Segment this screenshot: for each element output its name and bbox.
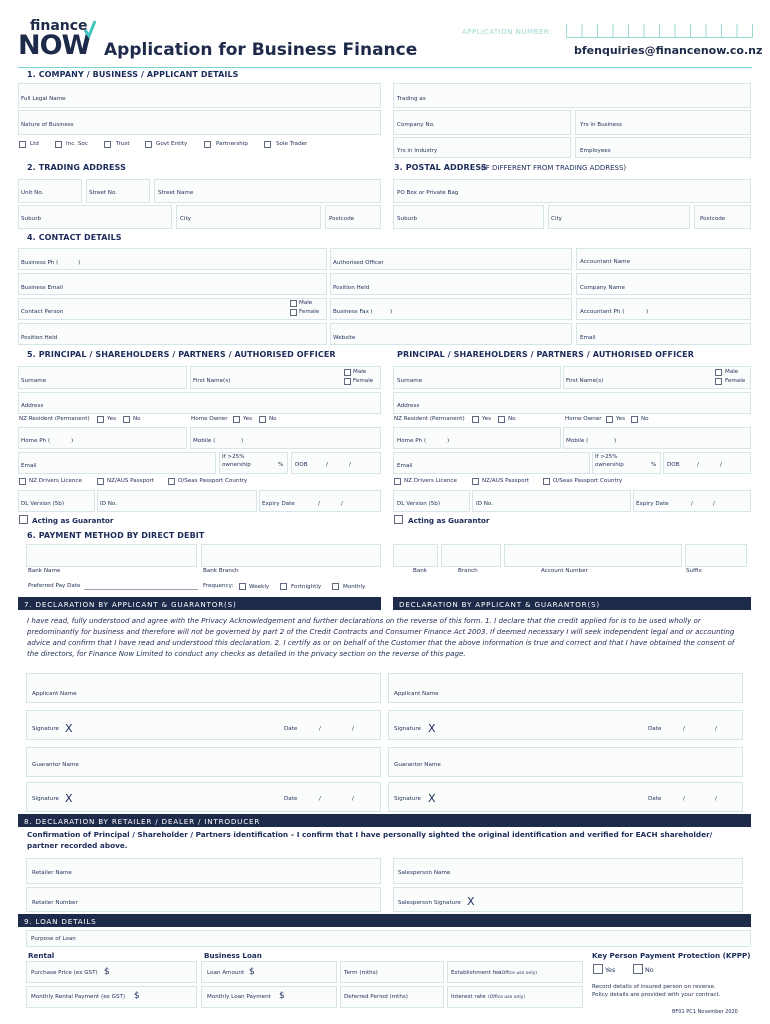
- nz-dl-label: NZ Drivers Licence: [29, 478, 82, 484]
- section-2-title: 2. TRADING ADDRESS: [27, 163, 126, 172]
- nz-resident-label: NZ Resident (Permanent): [19, 416, 90, 422]
- mobile-2-label: Mobile (: [566, 438, 589, 444]
- sole-trader-label: Sole Trader: [276, 141, 308, 147]
- guarantor-signature-x-icon: X: [65, 792, 73, 805]
- applicant-name-2-label: Applicant Name: [394, 691, 439, 697]
- email-label: Email: [21, 463, 37, 469]
- frequency-label: Frequency:: [203, 583, 234, 589]
- business-fax-label: Business Fax (: [333, 309, 373, 315]
- salesperson-name-label: Salesperson Name: [398, 870, 451, 876]
- weekly-label: Weekly: [249, 584, 270, 590]
- home-owner-2-yes-label: Yes: [616, 416, 626, 422]
- inc-soc-label: Inc. Soc: [66, 141, 88, 147]
- application-number-label: APPLICATION NUMBER:: [462, 28, 552, 36]
- retailer-name-field[interactable]: [26, 858, 381, 884]
- guarantor-name-label: Guarantor Name: [32, 762, 79, 768]
- principal-2-female-checkbox[interactable]: [715, 378, 722, 385]
- applicant-name-label: Applicant Name: [32, 691, 77, 697]
- kppp-record-note: Record details of insured person on reverse.: [592, 984, 716, 990]
- branch-code-field[interactable]: [441, 544, 501, 567]
- dl-version-label: DL Version (5b): [21, 501, 65, 507]
- declaration-text: I have read, fully understood and agree with the Privacy Acknowledgement and further declarations on the reverse of this form. 1. I declare that the credit applied for is to be used wholly or predominantly for business and therefore will not be governed by part 2 of the Credit Contracts and Consumer Finance Act 2003. If deemed necessary I will seek independent legal and or accounting advice and confirm that I have read and understood this declaration. 2. I certify as or on behalf of the Customer that the above information is true and correct and that I have obtained the consent of the directors, for Finance Now Limited to conduct any checks as detailed in the privacy section on the reverse of this page.: [27, 616, 735, 658]
- applicant-signature-field[interactable]: [26, 710, 381, 740]
- account-number-field[interactable]: [504, 544, 682, 567]
- guarantor-date-2-slash-2: /: [715, 796, 717, 802]
- contact-person-field[interactable]: [18, 298, 327, 320]
- business-email-field[interactable]: [18, 273, 327, 295]
- sole-trader-checkbox[interactable]: [264, 141, 271, 148]
- contact-male-checkbox[interactable]: [290, 300, 297, 307]
- city-label: City: [180, 216, 191, 222]
- expiry-date-2-label: Expiry Date: [636, 501, 669, 507]
- govt-entity-label: Govt Entity: [156, 141, 188, 147]
- trust-checkbox[interactable]: [104, 141, 111, 148]
- monthly-loan-dollar: $: [279, 991, 285, 1001]
- logo: [18, 16, 100, 60]
- postcode-label: Postcode: [329, 216, 355, 222]
- authorised-officer-field[interactable]: [330, 248, 572, 270]
- home-owner-yes-label: Yes: [243, 416, 253, 422]
- contact-female-label: Female: [299, 309, 320, 315]
- nz-resident-no-label: No: [133, 416, 141, 422]
- guarantor-2-label: Acting as Guarantor: [408, 516, 490, 525]
- guarantor-checkbox[interactable]: [19, 515, 28, 524]
- home-owner-2-no-checkbox[interactable]: [631, 416, 638, 423]
- application-number-field[interactable]: [566, 24, 753, 38]
- partnership-label: Partnership: [216, 141, 248, 147]
- postal-city-field[interactable]: [548, 205, 690, 229]
- purchase-price-label: Purchase Price (ex GST): [31, 970, 98, 976]
- business-ph-label: Business Ph (: [21, 260, 59, 266]
- guarantor-signature-2-label: Signature: [394, 796, 421, 802]
- dob-2-label: DOB: [667, 462, 680, 468]
- contact-person-label: Contact Person: [21, 309, 64, 315]
- establishment-fee-label: Establishment fee: [451, 970, 502, 976]
- ownership-if-label: If >25%: [222, 454, 245, 460]
- bank-code-field[interactable]: [393, 544, 438, 567]
- mobile-label: Mobile (: [193, 438, 216, 444]
- business-ph-paren: ): [78, 260, 81, 266]
- preferred-pay-date-field[interactable]: [84, 589, 198, 590]
- position-held-label: Position Held: [333, 285, 370, 291]
- full-legal-name-field[interactable]: [18, 83, 381, 108]
- mobile-paren: ): [241, 438, 244, 444]
- nz-resident-2-yes-checkbox[interactable]: [472, 416, 479, 423]
- home-ph-2-label: Home Ph (: [397, 438, 427, 444]
- contact-male-label: Male: [299, 300, 313, 306]
- section-divider: [18, 67, 752, 68]
- trading-as-field[interactable]: [393, 83, 751, 108]
- website-field[interactable]: [330, 323, 572, 345]
- nz-aus-passport-2-checkbox[interactable]: [472, 478, 479, 485]
- business-fax-paren: ): [390, 309, 393, 315]
- guarantor-date-label: Date: [284, 796, 298, 802]
- logo-bottom-text: NOW: [18, 30, 91, 61]
- business-email-label: Business Email: [21, 285, 63, 291]
- bank-branch-field[interactable]: [201, 544, 381, 567]
- ownership-2-if-label: If >25%: [595, 454, 618, 460]
- guarantor-name-2-label: Guarantor Name: [394, 762, 441, 768]
- expiry-date-label: Expiry Date: [262, 501, 295, 507]
- id-no-2-label: ID No.: [476, 501, 494, 507]
- accountant-name-label: Accountant Name: [580, 259, 631, 265]
- nz-resident-2-yes-label: Yes: [482, 416, 492, 422]
- nz-dl-2-checkbox[interactable]: [394, 478, 401, 485]
- street-name-label: Street Name: [158, 190, 194, 196]
- guarantor-label: Acting as Guarantor: [32, 516, 114, 525]
- kppp-policy-note: Policy details are provided with your contract.: [592, 992, 721, 998]
- nz-resident-2-no-label: No: [508, 416, 516, 422]
- guarantor-date-2-slash-1: /: [683, 796, 685, 802]
- inc-soc-checkbox[interactable]: [55, 141, 62, 148]
- oseas-passport-checkbox[interactable]: [168, 478, 175, 485]
- surname-label: Surname: [21, 378, 47, 384]
- dob-2-slash-2: /: [720, 462, 722, 468]
- section-6-title: 6. PAYMENT METHOD BY DIRECT DEBIT: [27, 531, 205, 540]
- business-loan-heading: Business Loan: [204, 951, 262, 960]
- monthly-checkbox[interactable]: [332, 583, 339, 590]
- establishment-fee-office-note: (Office use only): [500, 971, 537, 976]
- fortnightly-checkbox[interactable]: [280, 583, 287, 590]
- ltd-label: Ltd: [30, 141, 39, 147]
- po-box-label: PO Box or Private Bag: [397, 190, 459, 196]
- expiry-slash-1: /: [318, 501, 320, 507]
- street-no-label: Street No.: [89, 190, 118, 196]
- guarantor-signature-field[interactable]: [26, 782, 381, 812]
- principal-2-male-checkbox[interactable]: [715, 369, 722, 376]
- home-owner-label: Home Owner: [191, 416, 228, 422]
- retailer-confirmation-text: Confirmation of Principal / Shareholder / Partners identification – I confirm that I have personally sighted the original identification and verified for EACH shareholder/ partner recorded above.: [27, 830, 713, 850]
- monthly-rental-dollar: $: [134, 991, 140, 1001]
- dob-label: DOB: [295, 462, 308, 468]
- kppp-yes-checkbox[interactable]: [593, 964, 603, 974]
- trust-label: Trust: [116, 141, 130, 147]
- applicant-signature-2-label: Signature: [394, 726, 421, 732]
- principal-female-label: Female: [353, 378, 374, 384]
- principal-male-label: Male: [353, 369, 367, 375]
- nz-resident-yes-label: Yes: [107, 416, 117, 422]
- monthly-loan-label: Monthly Loan Payment: [207, 994, 271, 1000]
- email-field[interactable]: [18, 452, 216, 474]
- applicant-date-slash-1: /: [319, 726, 321, 732]
- section-3-note: (IF DIFFERENT FROM TRADING ADDRESS): [481, 164, 627, 172]
- kppp-heading: Key Person Payment Protection (KPPP): [592, 951, 751, 960]
- postal-postcode-label: Postcode: [700, 216, 726, 222]
- expiry-2-slash-2: /: [713, 501, 715, 507]
- postal-city-label: City: [551, 216, 562, 222]
- nz-aus-passport-2-label: NZ/AUS Passport: [482, 478, 529, 484]
- mobile-2-paren: ): [614, 438, 617, 444]
- bank-code-label: Bank: [413, 568, 428, 574]
- company-no-label: Company No.: [397, 122, 435, 128]
- business-ph-field[interactable]: [18, 248, 327, 270]
- authorised-officer-label: Authorised Officer: [333, 260, 384, 266]
- term-label: Term (mths): [344, 970, 378, 976]
- home-owner-yes-checkbox[interactable]: [233, 416, 240, 423]
- dl-version-2-label: DL Version (5b): [397, 501, 441, 507]
- id-no-2-field[interactable]: [472, 490, 631, 512]
- guarantor-name-field[interactable]: [26, 747, 381, 777]
- id-no-field[interactable]: [97, 490, 257, 512]
- unit-no-label: Unit No.: [21, 190, 44, 196]
- trading-as-label: Trading as: [397, 96, 426, 102]
- nature-of-business-label: Nature of Business: [21, 122, 74, 128]
- guarantor-signature-2-x-icon: X: [428, 792, 436, 805]
- section-3-title: 3. POSTAL ADDRESS: [394, 163, 487, 172]
- employees-label: Employees: [580, 148, 611, 154]
- contact-email-field[interactable]: [576, 323, 751, 345]
- section-7-title: 7. DECLARATION BY APPLICANT & GUARANTOR(S): [18, 597, 381, 610]
- nz-dl-2-label: NZ Drivers Licence: [404, 478, 457, 484]
- monthly-rental-label: Monthly Rental Payment (ex GST): [31, 994, 126, 1000]
- guarantor-date-2-label: Date: [648, 796, 662, 802]
- rental-heading: Rental: [28, 951, 55, 960]
- fortnightly-label: Fortnightly: [291, 584, 322, 590]
- oseas-passport-label: O/Seas Passport Country: [178, 478, 248, 484]
- suburb-field[interactable]: [18, 205, 172, 229]
- home-owner-no-checkbox[interactable]: [259, 416, 266, 423]
- yrs-in-industry-label: Yrs in Industry: [397, 148, 438, 154]
- ownership-label: ownership: [222, 462, 251, 468]
- ownership-2-pct: %: [651, 462, 657, 468]
- contact-email-label: Email: [580, 335, 596, 341]
- nz-dl-checkbox[interactable]: [19, 478, 26, 485]
- suburb-label: Suburb: [21, 216, 42, 222]
- applicant-date-label: Date: [284, 726, 298, 732]
- purpose-of-loan-label: Purpose of Loan: [31, 936, 76, 942]
- applicant-signature-2-x-icon: X: [428, 722, 436, 735]
- account-number-label: Account Number: [541, 568, 588, 574]
- contact-female-checkbox[interactable]: [290, 309, 297, 316]
- applicant-name-field[interactable]: [26, 673, 381, 703]
- home-ph-label: Home Ph (: [21, 438, 51, 444]
- retailer-name-label: Retailer Name: [32, 870, 72, 876]
- logo-check-icon: [84, 20, 96, 38]
- section-5-title-right: PRINCIPAL / SHAREHOLDERS / PARTNERS / AUTHORISED OFFICER: [397, 350, 694, 359]
- nz-resident-2-no-checkbox[interactable]: [498, 416, 505, 423]
- salesperson-signature-x-icon: X: [467, 895, 475, 908]
- email-2-field[interactable]: [393, 452, 590, 474]
- full-legal-name-label: Full Legal Name: [21, 96, 66, 102]
- applicant-date-slash-2: /: [352, 726, 354, 732]
- address-2-field[interactable]: [393, 392, 751, 414]
- form-code-footer: BF01 PC1 November 2020: [672, 1009, 738, 1015]
- nz-resident-no-checkbox[interactable]: [123, 416, 130, 423]
- principal-2-female-label: Female: [725, 378, 746, 384]
- partnership-checkbox[interactable]: [204, 141, 211, 148]
- govt-entity-checkbox[interactable]: [145, 141, 152, 148]
- deferred-period-label: Deferred Period (mths): [344, 994, 408, 1000]
- address-label: Address: [21, 403, 44, 409]
- suffix-field[interactable]: [685, 544, 747, 567]
- dob-slash-2: /: [349, 462, 351, 468]
- retailer-number-field[interactable]: [26, 887, 381, 912]
- home-ph-2-paren: ): [447, 438, 450, 444]
- postal-suburb-label: Suburb: [397, 216, 418, 222]
- loan-amount-label: Loan Amount: [207, 970, 245, 976]
- bank-name-field[interactable]: [26, 544, 197, 567]
- website-label: Website: [333, 335, 356, 341]
- contact-email: bfenquiries@financenow.co.nz: [574, 44, 763, 57]
- position-held-2-field[interactable]: [18, 323, 327, 345]
- home-ph-paren: ): [71, 438, 74, 444]
- company-name-field[interactable]: [576, 273, 751, 295]
- accountant-ph-label: Accountant Ph (: [580, 309, 625, 315]
- dob-slash-1: /: [326, 462, 328, 468]
- yrs-in-business-label: Yrs in Business: [580, 122, 622, 128]
- principal-female-checkbox[interactable]: [344, 378, 351, 385]
- home-owner-2-label: Home Owner: [565, 416, 602, 422]
- purpose-of-loan-field[interactable]: [26, 930, 751, 947]
- logo-top-text: finance: [30, 18, 88, 34]
- section-4-title: 4. CONTACT DETAILS: [27, 233, 122, 242]
- section-1-title: 1. COMPANY / BUSINESS / APPLICANT DETAILS: [27, 70, 239, 79]
- oseas-passport-2-checkbox[interactable]: [543, 478, 550, 485]
- home-owner-2-yes-checkbox[interactable]: [606, 416, 613, 423]
- applicant-name-2-field[interactable]: [388, 673, 743, 703]
- kppp-no-checkbox[interactable]: [633, 964, 643, 974]
- guarantor-signature-2-field[interactable]: [388, 782, 743, 812]
- guarantor-date-slash-1: /: [319, 796, 321, 802]
- mobile-2-field[interactable]: [563, 427, 751, 449]
- section-8-title: 8. DECLARATION BY RETAILER / DEALER / INTRODUCER: [18, 814, 751, 827]
- ownership-pct: %: [278, 462, 284, 468]
- applicant-signature-x-icon: X: [65, 722, 73, 735]
- branch-code-label: Branch: [458, 568, 478, 574]
- guarantor-2-checkbox[interactable]: [394, 515, 403, 524]
- interest-rate-office-note: (Office use only): [488, 995, 525, 1000]
- accountant-ph-paren: ): [646, 309, 649, 315]
- kppp-yes-label: Yes: [605, 966, 616, 974]
- home-owner-2-no-label: No: [641, 416, 649, 422]
- nz-resident-yes-checkbox[interactable]: [97, 416, 104, 423]
- ltd-checkbox[interactable]: [19, 141, 26, 148]
- purchase-price-dollar: $: [104, 967, 110, 977]
- retailer-number-label: Retailer Number: [32, 900, 78, 906]
- loan-amount-dollar: $: [249, 967, 255, 977]
- surname-2-label: Surname: [397, 378, 423, 384]
- principal-2-male-label: Male: [725, 369, 739, 375]
- section-7-title-right: DECLARATION BY APPLICANT & GUARANTOR(S): [393, 597, 751, 610]
- applicant-signature-label: Signature: [32, 726, 59, 732]
- address-2-label: Address: [397, 403, 420, 409]
- suffix-label: Suffix: [686, 568, 702, 574]
- position-held-2-label: Position Held: [21, 335, 58, 341]
- mobile-field[interactable]: [190, 427, 381, 449]
- applicant-signature-2-field[interactable]: [388, 710, 743, 740]
- applicant-date-2-slash-2: /: [715, 726, 717, 732]
- position-held-field[interactable]: [330, 273, 572, 295]
- nz-resident-2-label: NZ Resident (Permanent): [394, 416, 465, 422]
- bank-branch-label: Bank Branch: [203, 568, 239, 574]
- kppp-no-label: No: [645, 966, 654, 974]
- guarantor-date-slash-2: /: [352, 796, 354, 802]
- nz-aus-passport-label: NZ/AUS Passport: [107, 478, 154, 484]
- weekly-checkbox[interactable]: [239, 583, 246, 590]
- email-2-label: Email: [397, 463, 413, 469]
- page-title: Application for Business Finance: [104, 40, 418, 60]
- nz-aus-passport-checkbox[interactable]: [97, 478, 104, 485]
- bank-name-label: Bank Name: [28, 568, 61, 574]
- first-names-label: First Name(s): [193, 378, 231, 384]
- city-field[interactable]: [176, 205, 321, 229]
- home-owner-no-label: No: [269, 416, 277, 422]
- oseas-passport-2-label: O/Seas Passport Country: [553, 478, 623, 484]
- guarantor-name-2-field[interactable]: [388, 747, 743, 777]
- first-names-2-label: First Name(s): [566, 378, 604, 384]
- monthly-label: Monthly: [343, 584, 366, 590]
- address-field[interactable]: [18, 392, 381, 414]
- interest-rate-label: Interest rate: [451, 994, 486, 1000]
- expiry-slash-2: /: [341, 501, 343, 507]
- dob-2-slash-1: /: [697, 462, 699, 468]
- preferred-pay-date-label: Preferred Pay Date: [28, 583, 81, 589]
- salesperson-signature-label: Salesperson Signature: [398, 900, 461, 906]
- applicant-date-2-slash-1: /: [683, 726, 685, 732]
- ownership-2-label: ownership: [595, 462, 624, 468]
- section-9-title: 9. LOAN DETAILS: [18, 914, 751, 927]
- guarantor-signature-label: Signature: [32, 796, 59, 802]
- section-5-title: 5. PRINCIPAL / SHAREHOLDERS / PARTNERS / AUTHORISED OFFICER: [27, 350, 336, 359]
- expiry-2-slash-1: /: [691, 501, 693, 507]
- principal-male-checkbox[interactable]: [344, 369, 351, 376]
- applicant-date-2-label: Date: [648, 726, 662, 732]
- id-no-label: ID No.: [100, 501, 118, 507]
- company-name-label: Company Name: [580, 285, 625, 291]
